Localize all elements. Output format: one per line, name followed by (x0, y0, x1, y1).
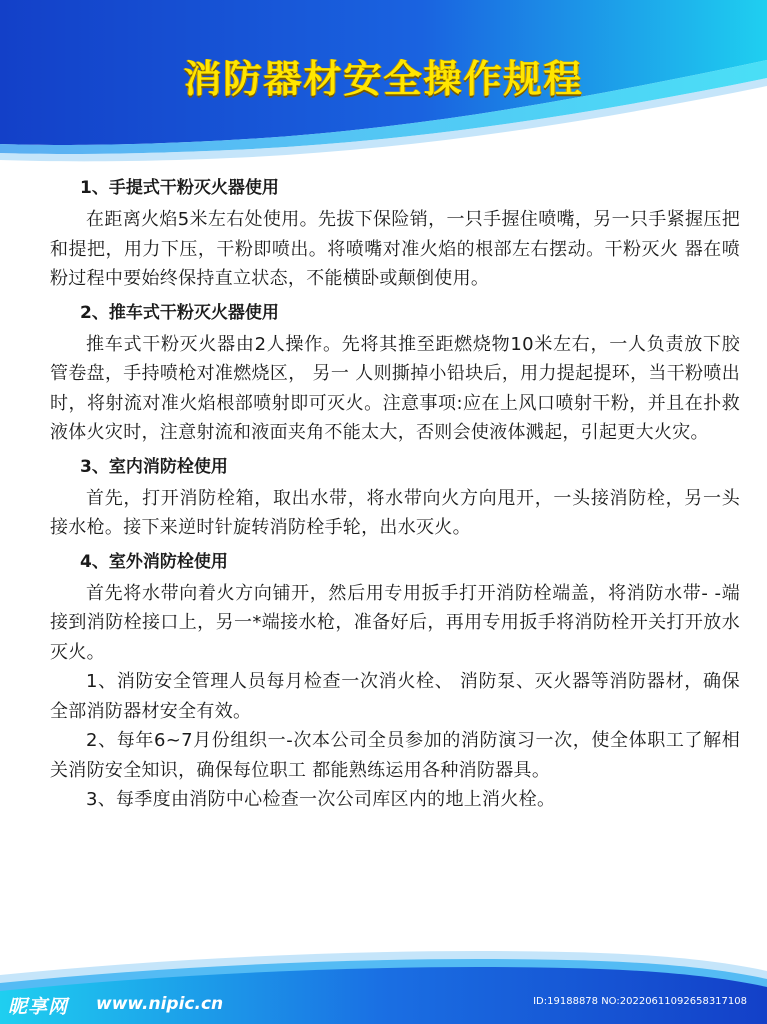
watermark-id: ID:19188878 NO:20220611092658317108 (533, 996, 747, 1007)
section-heading: 2、推车式干粉灭火器使用 (80, 302, 279, 323)
section-heading: 1、手提式干粉灭火器使用 (80, 178, 279, 198)
document-body (50, 171, 740, 815)
section-text: 首先将水带向着火方向铺开，然后用专用扳手打开消防栓端盖，将消防水带- -端接到消防栓接口上，另一*端接水枪，准备好后，再用专用扳手将消防栓开关打开放水灭火。 (50, 582, 740, 663)
page-title: 消防器材安全操作规程 (183, 57, 584, 101)
rule-item: 2、每年6~7月份组织一-次本公司全员参加的消防演习一次，使全体职工了解相关消防安全知识，确保每位职工 都能熟练运用各种消防器具。 (50, 730, 740, 781)
section-text: 在距离火焰5米左右处使用。先拔下保险销，一只手握住喷嘴，另一只手紧握压把和提把，用力下压，干粉即喷出。将喷嘴对准火焰的根部左右摆动。干粉灭火 器在喷粉过程中要始终保持直立状态，不能横卧或颠倒使用。 (50, 209, 740, 289)
section-text: 首先，打开消防栓箱，取出水带，将水带向火方向甩开，一头接消防栓，另一头接水枪。接下来逆时针旋转消防栓手轮，出水灭火。 (50, 487, 740, 538)
watermark-logo: 昵享网 (8, 996, 69, 1018)
section-heading: 3、室内消防栓使用 (80, 456, 228, 477)
watermark-url: www.nipic.cn (96, 994, 224, 1014)
section-heading: 4、室外消防栓使用 (80, 551, 228, 572)
section-text: 推车式干粉灭火器由2人操作。先将其推至距燃烧物10米左右，一人负责放下胶管卷盘，手持喷枪对准燃烧区， 另一 人则撕掉小铅块后，用力提起提环，当干粉喷出时，将射流对准火焰根部喷射即可灭火。注意事项:应在上风口喷射干粉，并且在扑救液体火灾时，注意射流和液面夹角不能太大，否则会使液体溅起，引起更大火灾。 (50, 333, 740, 443)
rule-item: 3、每季度由消防中心检查一次公司库区内的地上消火栓。 (86, 789, 556, 810)
rule-item: 1、消防安全管理人员每月检查一次消火栓、 消防泵、灭火器等消防器材，确保全部消防器材安全有效。 (50, 671, 740, 722)
